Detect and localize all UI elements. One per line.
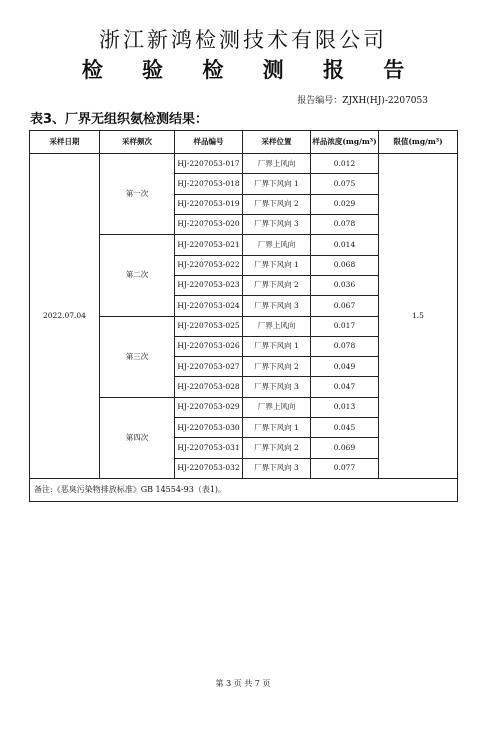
- cell-location: 厂界上风向: [243, 316, 311, 336]
- results-table: [29, 130, 458, 502]
- col-header-concentration: 样品浓度(mg/m³): [311, 131, 379, 154]
- cell-concentration: 0.078: [311, 336, 379, 356]
- col-header-limit: 限值(mg/m³): [379, 131, 458, 154]
- cell-frequency: 第一次: [100, 154, 175, 235]
- col-header-frequency: 采样频次: [100, 131, 175, 154]
- cell-concentration: 0.012: [311, 154, 379, 174]
- cell-location: 厂界下风向 3: [243, 377, 311, 397]
- cell-concentration: 0.075: [311, 174, 379, 194]
- cell-limit: 1.5: [379, 154, 458, 479]
- cell-concentration: 0.014: [311, 235, 379, 255]
- cell-location: 厂界下风向 1: [243, 418, 311, 438]
- page-footer: 第 3 页 共 7 页: [215, 679, 271, 688]
- section-title: 表3、厂界无组织氨检测结果：: [30, 112, 209, 127]
- table-row: [30, 154, 458, 174]
- cell-frequency: 第四次: [100, 397, 175, 478]
- cell-frequency: 第二次: [100, 235, 175, 316]
- cell-sample-id: HJ-2207053-020: [175, 214, 243, 234]
- cell-location: 厂界下风向 3: [243, 458, 311, 478]
- cell-concentration: 0.017: [311, 316, 379, 336]
- table-note: 备注:《恶臭污染物排放标准》GB 14554-93（表1)。: [30, 479, 458, 502]
- cell-location: 厂界下风向 2: [243, 275, 311, 295]
- cell-concentration: 0.069: [311, 438, 379, 458]
- cell-concentration: 0.045: [311, 418, 379, 438]
- cell-sample-id: HJ-2207053-032: [175, 458, 243, 478]
- cell-location: 厂界下风向 2: [243, 357, 311, 377]
- cell-concentration: 0.049: [311, 357, 379, 377]
- table-body: [30, 154, 458, 479]
- cell-frequency: 第三次: [100, 316, 175, 397]
- cell-location: 厂界下风向 3: [243, 296, 311, 316]
- cell-location: 厂界上风向: [243, 154, 311, 174]
- cell-concentration: 0.068: [311, 255, 379, 275]
- col-header-sample-id: 样品编号: [175, 131, 243, 154]
- cell-location: 厂界下风向 1: [243, 255, 311, 275]
- note-row: [30, 479, 458, 502]
- cell-sample-id: HJ-2207053-024: [175, 296, 243, 316]
- cell-location: 厂界上风向: [243, 397, 311, 417]
- cell-location: 厂界下风向 1: [243, 336, 311, 356]
- cell-concentration: 0.077: [311, 458, 379, 478]
- cell-sample-id: HJ-2207053-026: [175, 336, 243, 356]
- cell-concentration: 0.036: [311, 275, 379, 295]
- cell-location: 厂界下风向 1: [243, 174, 311, 194]
- cell-concentration: 0.029: [311, 194, 379, 214]
- company-name: 浙江新鸿检测技术有限公司: [99, 28, 387, 52]
- cell-concentration: 0.047: [311, 377, 379, 397]
- table-header-row: [30, 131, 458, 154]
- cell-sample-id: HJ-2207053-030: [175, 418, 243, 438]
- cell-location: 厂界上风向: [243, 235, 311, 255]
- cell-sample-id: HJ-2207053-017: [175, 154, 243, 174]
- col-header-date: 采样日期: [30, 131, 100, 154]
- cell-sample-id: HJ-2207053-025: [175, 316, 243, 336]
- cell-sample-id: HJ-2207053-018: [175, 174, 243, 194]
- cell-sample-id: HJ-2207053-022: [175, 255, 243, 275]
- cell-sample-id: HJ-2207053-021: [175, 235, 243, 255]
- cell-concentration: 0.078: [311, 214, 379, 234]
- report-number: 报告编号：ZJXH(HJ)-2207053: [297, 96, 428, 106]
- col-header-location: 采样位置: [243, 131, 311, 154]
- cell-concentration: 0.013: [311, 397, 379, 417]
- cell-sample-id: HJ-2207053-028: [175, 377, 243, 397]
- cell-sample-id: HJ-2207053-031: [175, 438, 243, 458]
- results-table-container: [29, 130, 457, 502]
- cell-date: 2022.07.04: [30, 154, 100, 479]
- cell-location: 厂界下风向 2: [243, 194, 311, 214]
- report-title: 检 验 检 测 报 告: [81, 57, 421, 82]
- cell-sample-id: HJ-2207053-029: [175, 397, 243, 417]
- cell-sample-id: HJ-2207053-027: [175, 357, 243, 377]
- cell-location: 厂界下风向 3: [243, 214, 311, 234]
- cell-location: 厂界下风向 2: [243, 438, 311, 458]
- cell-sample-id: HJ-2207053-023: [175, 275, 243, 295]
- cell-concentration: 0.067: [311, 296, 379, 316]
- cell-sample-id: HJ-2207053-019: [175, 194, 243, 214]
